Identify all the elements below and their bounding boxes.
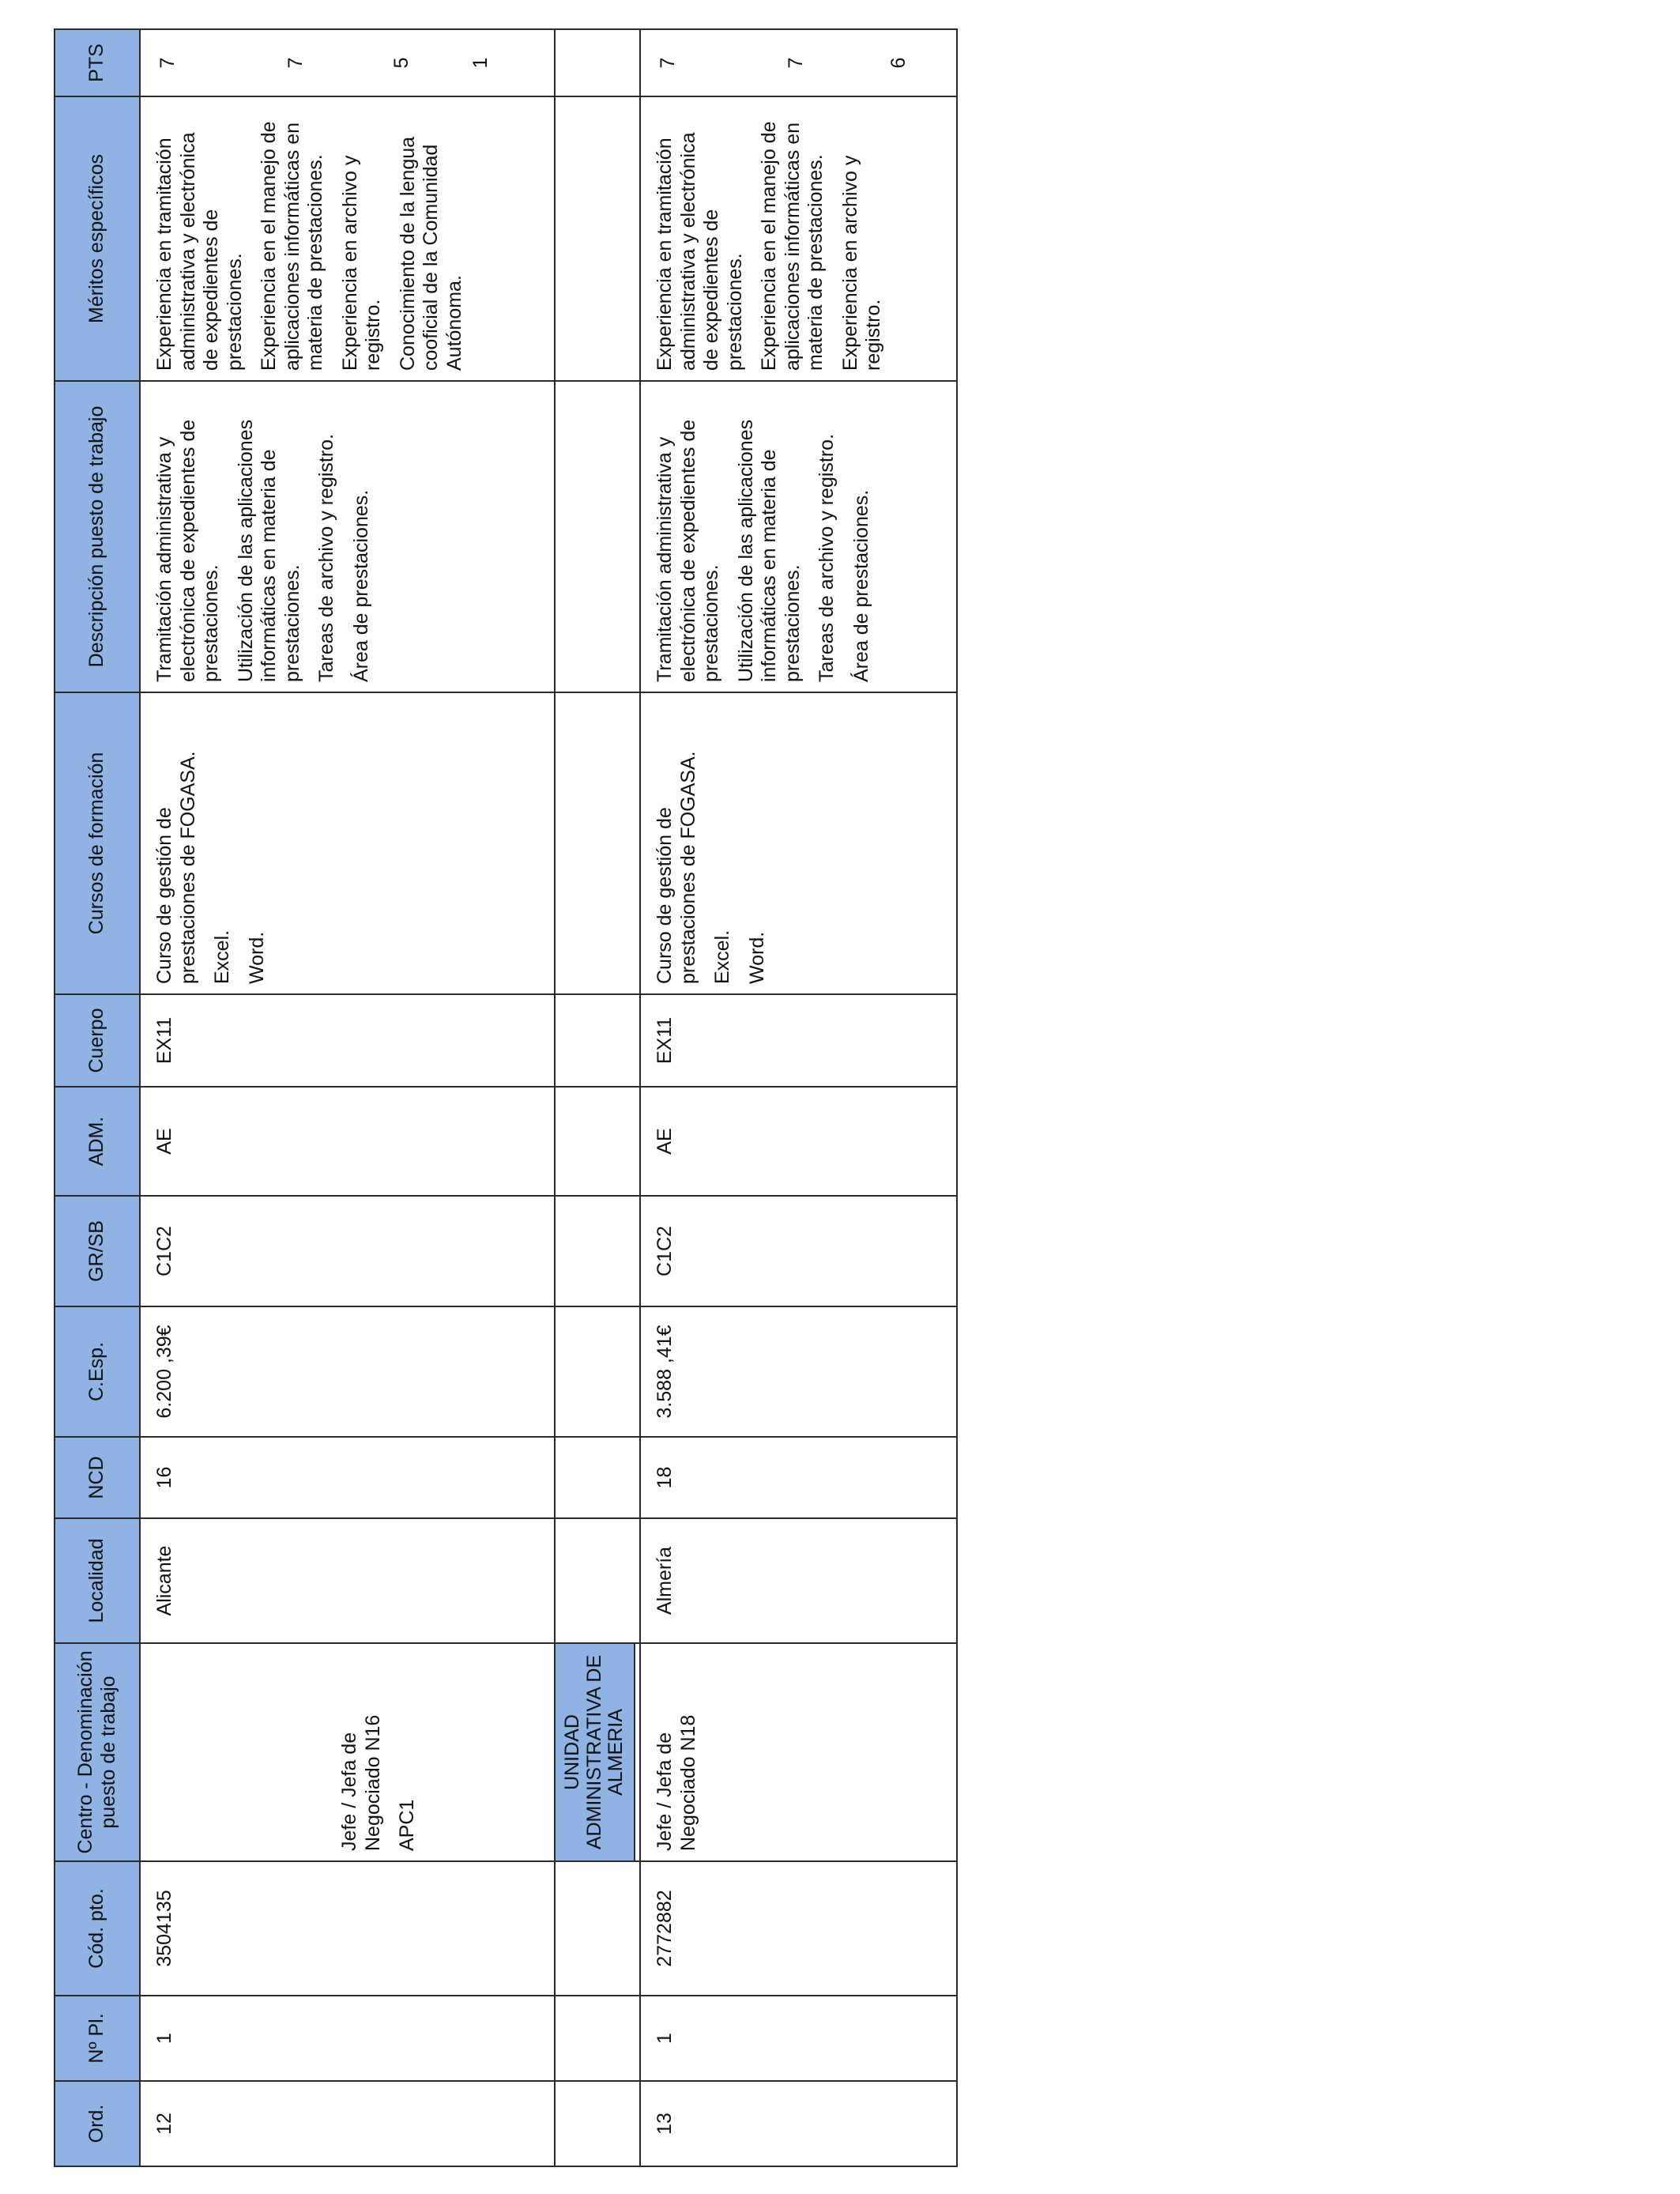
merito-item: Experiencia en el manejo de aplicaciones informáticas en materia de prestaciones. (758, 121, 827, 371)
cell-ord: 13 (640, 2081, 957, 2166)
cell-ncd: 16 (140, 1437, 555, 1518)
descripcion-item: Tramitación administrativa y electrónica de expedientes de prestaciones. (654, 419, 722, 682)
cell-cod: 3504135 (140, 1861, 555, 1996)
descripcion-item: Área de prestaciones. (849, 489, 872, 682)
header-cod: Cód. pto. (55, 1861, 140, 1996)
cell-localidad: Alicante (140, 1518, 555, 1643)
cell-cuerpo: EX11 (640, 994, 957, 1087)
table-row (640, 29, 957, 2166)
header-ncd: NCD (55, 1437, 140, 1518)
cell-centro (140, 1643, 555, 1861)
header-adm: ADM. (55, 1087, 140, 1196)
cell-cod: 2772882 (640, 1861, 957, 1996)
cell-localidad: Almería (640, 1518, 957, 1643)
cell-grsb: C1C2 (640, 1196, 957, 1306)
header-meritos: Méritos específicos (55, 96, 140, 381)
cell-meritos (640, 96, 957, 381)
header-grsb: GR/SB (55, 1196, 140, 1306)
cell-grsb: C1C2 (140, 1196, 555, 1306)
pts-item: 7 (657, 57, 679, 69)
merito-item: Conocimiento de la lengua cooficial de la Comunidad Autónoma. (396, 136, 465, 371)
curso-item: Curso de gestión de prestaciones de FOGASA. (153, 751, 199, 984)
unit-heading: UNIDAD ADMINISTRATIVA DE ALMERIA (556, 1644, 635, 1860)
header-localidad: Localidad (55, 1518, 140, 1643)
positions-table (54, 28, 958, 2167)
curso-item: Word. (745, 931, 768, 984)
pts-item: 7 (284, 57, 307, 69)
pts-item: 1 (469, 57, 492, 69)
cell-adm: AE (640, 1087, 957, 1196)
cell-descripcion (140, 381, 555, 692)
cell-denominacion: Jefe / Jefa de Negociado N16 (338, 1714, 384, 1851)
unit-heading-cell (555, 1643, 640, 1861)
pts-stack (654, 30, 956, 96)
header-descripcion: Descripción puesto de trabajo (55, 381, 140, 692)
cell-extra: APC1 (396, 1799, 418, 1851)
cell-ord: 12 (140, 2081, 555, 2166)
cell-cursos (640, 692, 957, 994)
cell-meritos (140, 96, 555, 381)
header-cuerpo: Cuerpo (55, 994, 140, 1087)
pts-item: 5 (390, 57, 412, 69)
pts-item: 7 (156, 57, 179, 69)
unit-heading-row (555, 29, 640, 2166)
header-npl: Nº Pl. (55, 1996, 140, 2081)
cell-cursos (140, 692, 555, 994)
cell-pts (140, 29, 555, 96)
descripcion-item: Tareas de archivo y registro. (816, 433, 838, 682)
table-row (140, 29, 555, 2166)
cell-npl: 1 (640, 1996, 957, 2081)
descripcion-item: Tramitación administrativa y electrónica de expedientes de prestaciones. (153, 419, 222, 682)
curso-item: Excel. (211, 929, 233, 984)
header-cesp: C.Esp. (55, 1306, 140, 1437)
pts-item: 6 (887, 57, 910, 69)
cell-cuerpo: EX11 (140, 994, 555, 1087)
curso-item: Curso de gestión de prestaciones de FOGASA. (654, 751, 699, 984)
descripcion-item: Utilización de las aplicaciones informáticas en materia de prestaciones. (234, 419, 303, 682)
merito-item: Experiencia en archivo y registro. (338, 155, 384, 371)
descripcion-item: Utilización de las aplicaciones informáticas en materia de prestaciones. (734, 419, 804, 682)
curso-item: Excel. (711, 929, 733, 984)
cell-descripcion (640, 381, 957, 692)
header-centro: Centro - Denominación puesto de trabajo (55, 1643, 140, 1861)
descripcion-item: Área de prestaciones. (349, 489, 372, 682)
cell-adm: AE (140, 1087, 555, 1196)
cell-centro (640, 1643, 957, 1861)
merito-item: Experiencia en el manejo de aplicaciones informáticas en materia de prestaciones. (258, 121, 326, 371)
cell-denominacion: Jefe / Jefa de Negociado N18 (654, 1714, 699, 1851)
cell-cesp: 6.200 ,39€ (140, 1306, 555, 1437)
cell-npl: 1 (140, 1996, 555, 2081)
merito-item: Experiencia en archivo y registro. (838, 155, 884, 371)
pts-item: 7 (785, 57, 807, 69)
cell-ncd: 18 (640, 1437, 957, 1518)
header-pts: PTS (55, 29, 140, 96)
header-ord: Ord. (55, 2081, 140, 2166)
cell-pts (640, 29, 957, 96)
cell-cesp: 3.588 ,41€ (640, 1306, 957, 1437)
header-cursos: Cursos de formación (55, 692, 140, 994)
merito-item: Experiencia en tramitación administrativa y electrónica de expedientes de prestaciones. (153, 132, 246, 371)
descripcion-item: Tareas de archivo y registro. (315, 433, 337, 682)
pts-stack (153, 30, 554, 96)
curso-item: Word. (245, 931, 268, 984)
rotated-page (54, 30, 956, 2167)
merito-item: Experiencia en tramitación administrativa y electrónica de expedientes de prestaciones. (654, 132, 746, 371)
header-row (55, 29, 140, 2166)
